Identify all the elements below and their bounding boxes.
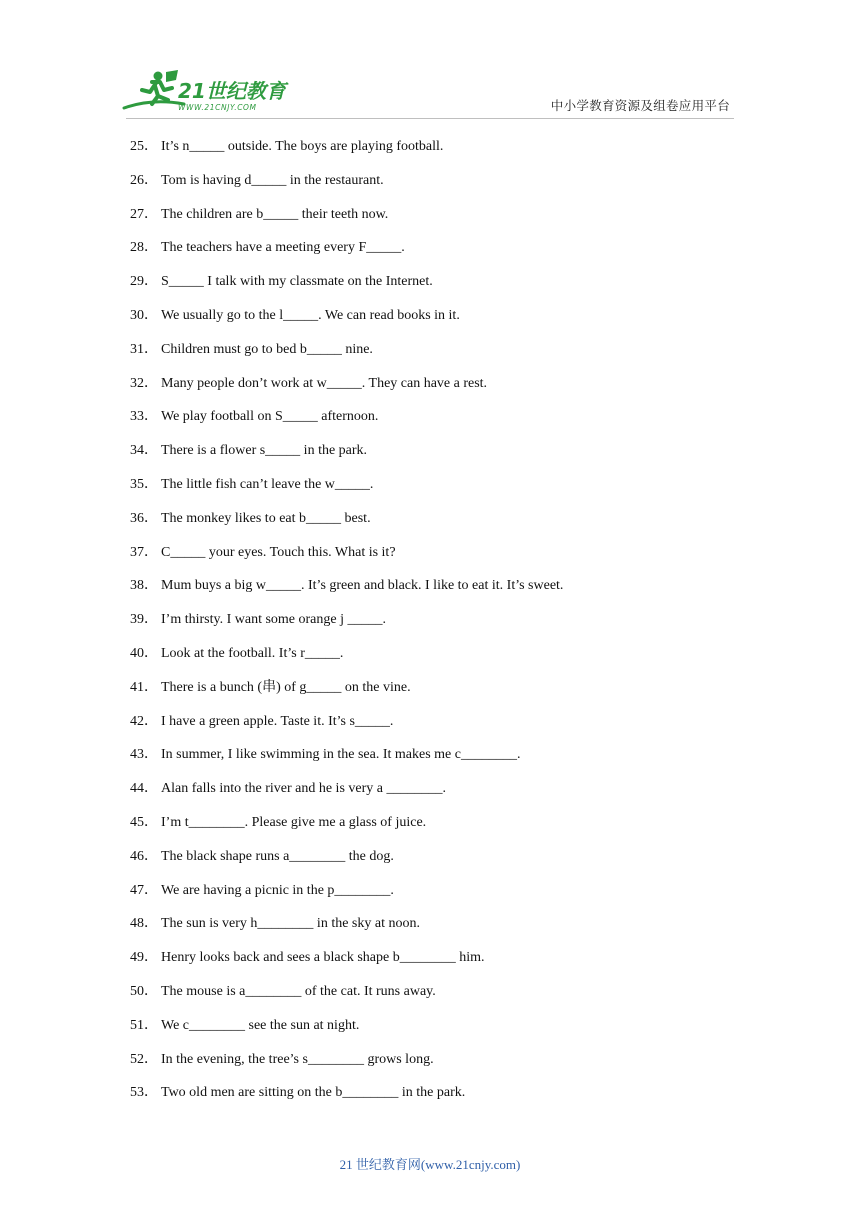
question-number: 27．	[130, 206, 158, 222]
question-item	[130, 441, 750, 475]
question-number: 52．	[130, 1051, 158, 1067]
question-text: The teachers have a meeting every F_____.	[161, 240, 405, 256]
question-text: The children are b_____ their teeth now.	[161, 206, 389, 222]
question-number: 53．	[130, 1085, 158, 1101]
question-text: There is a flower s_____ in the park.	[161, 443, 368, 459]
question-text: The black shape runs a________ the dog.	[161, 848, 394, 864]
question-number: 40．	[130, 645, 158, 661]
question-text: C_____ your eyes. Touch this. What is it?	[161, 544, 396, 560]
question-text: We c________ see the sun at night.	[161, 1017, 360, 1033]
question-number: 30．	[130, 307, 158, 323]
question-text: Alan falls into the river and he is very a ________.	[161, 781, 446, 797]
question-number: 37．	[130, 544, 158, 560]
question-text: I have a green apple. Taste it. It’s s_____.	[161, 713, 394, 729]
question-item	[130, 678, 750, 712]
question-item	[130, 1083, 750, 1117]
question-item	[130, 543, 750, 577]
question-number: 32．	[130, 375, 158, 391]
question-number: 50．	[130, 983, 158, 999]
question-text: Tom is having d_____ in the restaurant.	[161, 172, 384, 188]
question-text: The little fish can’t leave the w_____.	[161, 476, 374, 492]
question-number: 42．	[130, 713, 158, 729]
question-number: 51．	[130, 1017, 158, 1033]
question-item	[130, 610, 750, 644]
page-header	[0, 0, 860, 125]
question-text: Mum buys a big w_____. It’s green and black. I like to eat it. It’s sweet.	[161, 578, 564, 594]
question-item	[130, 306, 750, 340]
question-item	[130, 712, 750, 746]
question-item	[130, 407, 750, 441]
question-text: I’m thirsty. I want some orange j _____.	[161, 612, 386, 628]
question-number: 45．	[130, 814, 158, 830]
runner-logo-icon	[122, 68, 292, 116]
question-item	[130, 644, 750, 678]
question-item	[130, 137, 750, 171]
question-text: In the evening, the tree’s s________ grows long.	[161, 1051, 434, 1067]
question-item	[130, 779, 750, 813]
question-item	[130, 171, 750, 205]
question-number: 36．	[130, 510, 158, 526]
question-number: 48．	[130, 916, 158, 932]
question-text: Children must go to bed b_____ nine.	[161, 341, 373, 357]
question-item	[130, 1050, 750, 1084]
question-list	[130, 137, 750, 1117]
question-text: Look at the football. It’s r_____.	[161, 645, 344, 661]
question-number: 31．	[130, 341, 158, 357]
question-text: Many people don’t work at w_____. They can have a rest.	[161, 375, 488, 391]
question-number: 34．	[130, 443, 158, 459]
question-text: We play football on S_____ afternoon.	[161, 409, 379, 425]
question-number: 39．	[130, 612, 158, 628]
question-item	[130, 374, 750, 408]
logo	[122, 68, 292, 116]
question-number: 29．	[130, 274, 158, 290]
question-text: I’m t________. Please give me a glass of juice.	[161, 814, 427, 830]
question-number: 43．	[130, 747, 158, 763]
question-item	[130, 475, 750, 509]
question-number: 35．	[130, 476, 158, 492]
question-item	[130, 881, 750, 915]
question-text: There is a bunch (串) of g_____ on the vine.	[161, 679, 411, 695]
question-text: S_____ I talk with my classmate on the Internet.	[161, 274, 433, 290]
question-item	[130, 238, 750, 272]
question-number: 49．	[130, 950, 158, 966]
question-text: We usually go to the l_____. We can read books in it.	[161, 307, 460, 323]
question-item	[130, 1016, 750, 1050]
question-item	[130, 847, 750, 881]
question-item	[130, 813, 750, 847]
question-text: The mouse is a________ of the cat. It runs away.	[161, 983, 436, 999]
question-text: We are having a picnic in the p________.	[161, 882, 394, 898]
question-number: 33．	[130, 409, 158, 425]
question-item	[130, 982, 750, 1016]
question-number: 25．	[130, 139, 158, 154]
platform-title: 中小学教育资源及组卷应用平台	[550, 98, 730, 113]
question-item	[130, 205, 750, 239]
question-number: 47．	[130, 882, 158, 898]
page-footer: 21 世纪教育网(www.21cnjy.com)	[339, 1157, 521, 1172]
question-item	[130, 272, 750, 306]
question-item	[130, 745, 750, 779]
question-text: Two old men are sitting on the b________ in the park.	[161, 1085, 466, 1101]
question-text: In summer, I like swimming in the sea. It makes me c________.	[161, 747, 521, 763]
question-text: It’s n_____ outside. The boys are playing football.	[161, 139, 444, 154]
question-number: 38．	[130, 578, 158, 594]
question-number: 28．	[130, 240, 158, 256]
logo-text: 21世纪教育	[178, 79, 286, 103]
question-item	[130, 576, 750, 610]
question-number: 44．	[130, 781, 158, 797]
logo-url-text: WWW.21CNJY.COM	[178, 103, 257, 112]
question-text: The monkey likes to eat b_____ best.	[161, 510, 371, 526]
question-item	[130, 509, 750, 543]
question-text: Henry looks back and sees a black shape b________ him.	[161, 950, 485, 966]
question-number: 26．	[130, 172, 158, 188]
question-item	[130, 914, 750, 948]
question-item	[130, 340, 750, 374]
question-number: 46．	[130, 848, 158, 864]
question-text: The sun is very h________ in the sky at noon.	[161, 916, 420, 932]
question-item	[130, 948, 750, 982]
header-divider	[126, 118, 734, 119]
question-number: 41．	[130, 679, 158, 695]
